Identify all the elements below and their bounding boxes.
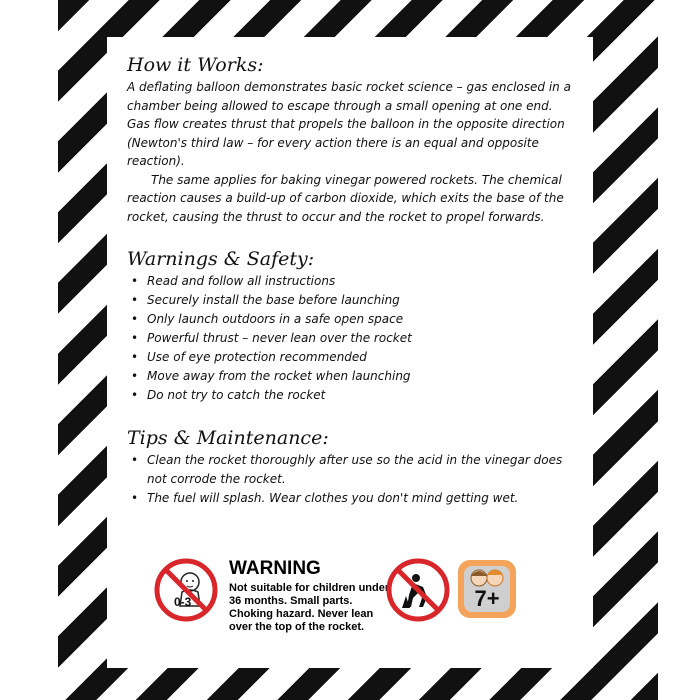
warnings-heading: Warnings & Safety: [127, 248, 315, 270]
warnings-list [127, 272, 577, 405]
no-leaning-over-rocket-icon [386, 558, 450, 627]
list-item: • Powerful thrust – never lean over the rocket [127, 329, 577, 348]
instructions-content [127, 54, 577, 530]
tips-heading: Tips & Maintenance: [127, 427, 329, 449]
how-it-works-paragraph-2: The same applies for baking vinegar powered rockets. The chemical reaction causes a build-up of carbon dioxide, which exits the base of the rocket, causing the thrust to occur and the rocket to propel forwards. [127, 172, 564, 224]
how-it-works-paragraph-1: A deflating balloon demonstrates basic rocket science – gas enclosed in a chamber being allowed to escape through a small opening at one end. Gas flow creates thrust that propels the balloon in the opposite direction (Newton's third law – for every action there is an equal and opposite reaction). [127, 80, 571, 168]
age-icon-text: 0-3 [174, 595, 192, 609]
warning-text: Not suitable for children under 36 months. Small parts. Choking hazard. Never lean over the top of the rocket. [229, 582, 390, 633]
age-badge-text: 7+ [474, 586, 500, 611]
age-badge-inner [464, 566, 510, 612]
list-item: • Use of eye protection recommended [127, 348, 577, 367]
list-item: • Securely install the base before launching [127, 291, 577, 310]
tips-section [127, 427, 577, 508]
age-7-plus-icon [458, 560, 516, 618]
warnings-section [127, 248, 577, 405]
tips-list [127, 451, 577, 508]
how-it-works-heading: How it Works: [127, 54, 264, 76]
warning-title: WARNING [229, 558, 321, 579]
list-item: • Read and follow all instructions [127, 272, 577, 291]
list-item: • The fuel will splash. Wear clothes you don't mind getting wet. [127, 489, 577, 508]
list-item: • Only launch outdoors in a safe open space [127, 310, 577, 329]
list-item: • Clean the rocket thoroughly after use so the acid in the vinegar does not corrode the rocket. [127, 451, 577, 489]
warning-label [152, 556, 552, 641]
list-item: • Move away from the rocket when launching [127, 367, 577, 386]
how-it-works-section [127, 54, 577, 226]
list-item: • Do not try to catch the rocket [127, 386, 577, 405]
no-under-3-icon [154, 558, 218, 627]
